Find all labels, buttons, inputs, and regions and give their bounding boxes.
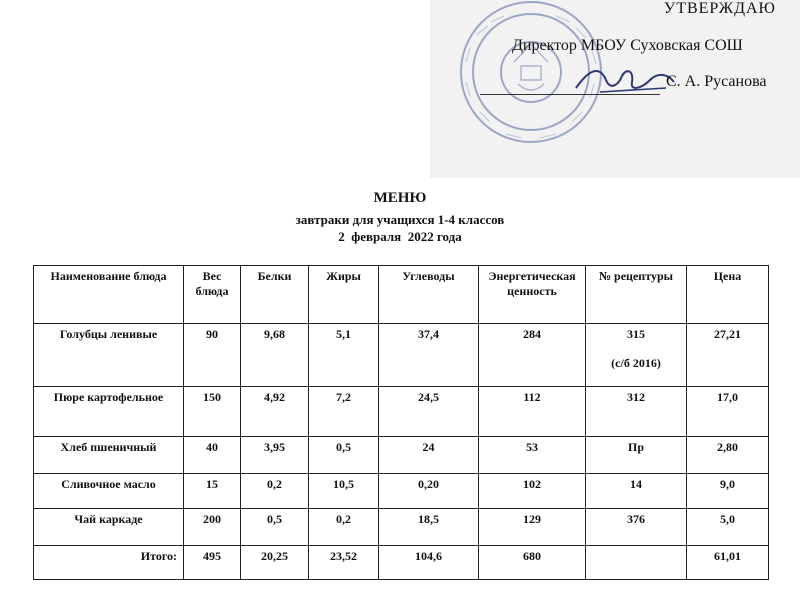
- dish-recipe: 312: [586, 387, 687, 437]
- column-header-weight: Вес блюда: [184, 266, 241, 324]
- dish-recipe: [586, 324, 687, 387]
- dish-recipe: 376: [586, 509, 687, 546]
- table-header-row: [34, 266, 769, 324]
- dish-fats: 7,2: [309, 387, 379, 437]
- dish-carbs: 37,4: [379, 324, 479, 387]
- approval-block: [0, 0, 800, 180]
- dish-weight: 90: [184, 324, 241, 387]
- dish-carbs: 24,5: [379, 387, 479, 437]
- recipe-number: 315: [627, 327, 645, 341]
- dish-energy: 129: [479, 509, 586, 546]
- menu-table: [33, 265, 769, 580]
- column-header-fats: Жиры: [309, 266, 379, 324]
- total-weight: 495: [184, 546, 241, 580]
- table-row: [34, 509, 769, 546]
- table-row: [34, 474, 769, 509]
- dish-proteins: 0,5: [241, 509, 309, 546]
- total-row: [34, 546, 769, 580]
- dish-energy: 284: [479, 324, 586, 387]
- column-header-price: Цена: [687, 266, 769, 324]
- recipe-note: (с/б 2016): [611, 356, 661, 370]
- dish-proteins: 3,95: [241, 437, 309, 474]
- dish-energy: 112: [479, 387, 586, 437]
- dish-carbs: 0,20: [379, 474, 479, 509]
- dish-fats: 10,5: [309, 474, 379, 509]
- dish-fats: 0,2: [309, 509, 379, 546]
- dish-price: 9,0: [687, 474, 769, 509]
- total-label: Итого:: [34, 546, 184, 580]
- dish-energy: 102: [479, 474, 586, 509]
- total-energy: 680: [479, 546, 586, 580]
- dish-price: 17,0: [687, 387, 769, 437]
- dish-carbs: 24: [379, 437, 479, 474]
- dish-fats: 0,5: [309, 437, 379, 474]
- dish-recipe: 14: [586, 474, 687, 509]
- dish-name: Пюре картофельное: [34, 387, 184, 437]
- total-fats: 23,52: [309, 546, 379, 580]
- dish-name: Чай каркаде: [34, 509, 184, 546]
- column-header-recipe: № рецептуры: [586, 266, 687, 324]
- column-header-carbs: Углеводы: [379, 266, 479, 324]
- column-header-energy: Энергетическая ценность: [479, 266, 586, 324]
- table-row: [34, 324, 769, 387]
- dish-proteins: 0,2: [241, 474, 309, 509]
- dish-proteins: 4,92: [241, 387, 309, 437]
- dish-weight: 200: [184, 509, 241, 546]
- dish-energy: 53: [479, 437, 586, 474]
- dish-price: 2,80: [687, 437, 769, 474]
- dish-name: Голубцы ленивые: [34, 324, 184, 387]
- dish-carbs: 18,5: [379, 509, 479, 546]
- menu-date: 2 февраля 2022 года: [338, 229, 462, 244]
- table-row: [34, 437, 769, 474]
- dish-proteins: 9,68: [241, 324, 309, 387]
- director-line: Директор МБОУ Суховская СОШ: [512, 37, 743, 54]
- signature-line: [480, 94, 660, 95]
- approve-word: УТВЕРЖДАЮ: [663, 0, 776, 17]
- total-recipe: [586, 546, 687, 580]
- dish-weight: 15: [184, 474, 241, 509]
- column-header-name: Наименование блюда: [34, 266, 184, 324]
- dish-price: 5,0: [687, 509, 769, 546]
- table-row: [34, 387, 769, 437]
- total-price: 61,01: [687, 546, 769, 580]
- signer-name: С. А. Русанова: [666, 73, 767, 90]
- total-proteins: 20,25: [241, 546, 309, 580]
- dish-name: Сливочное масло: [34, 474, 184, 509]
- total-carbs: 104,6: [379, 546, 479, 580]
- dish-weight: 40: [184, 437, 241, 474]
- column-header-proteins: Белки: [241, 266, 309, 324]
- dish-name: Хлеб пшеничный: [34, 437, 184, 474]
- menu-subtitle: завтраки для учащихся 1-4 классов: [295, 212, 505, 227]
- menu-title: МЕНЮ: [373, 190, 427, 206]
- dish-fats: 5,1: [309, 324, 379, 387]
- dish-price: 27,21: [687, 324, 769, 387]
- dish-weight: 150: [184, 387, 241, 437]
- document-heading: [0, 189, 800, 245]
- dish-recipe: Пр: [586, 437, 687, 474]
